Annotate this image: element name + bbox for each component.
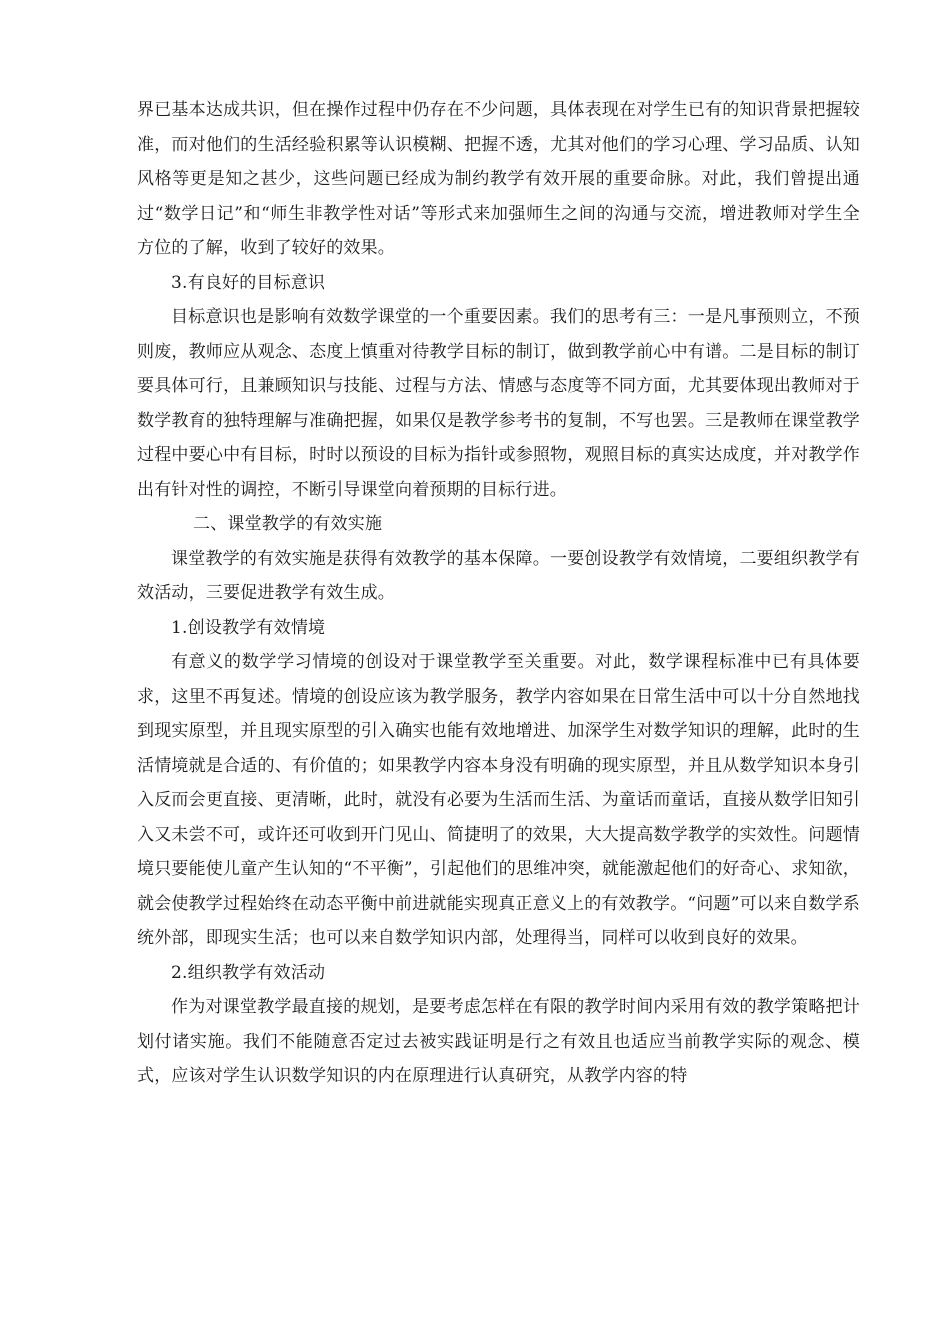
subheading-goal-awareness: 3.有良好的目标意识 (171, 272, 326, 293)
paragraph-organize-activities: 作为对课堂教学最直接的规划，是要考虑怎样在有限的教学时间内采用有效的教学策略把计划付诸实施。我们不能随意否定过去被实践证明是行之有效且也适应当前教学实际的观念、模式，应该对学生认识数学知识的内在原理进行认真研究，从教学内容的特 (137, 997, 860, 1086)
paragraph-create-situation: 有意义的数学学习情境的创设对于课堂教学至关重要。对此，数学课程标准中已有具体要求，这里不再复述。情境的创设应该为教学服务，教学内容如果在日常生活中可以十分自然地找到现实原型，并且现实原型的引入确实也能有效地增进、加深学生对数学知识的理解，此时的生活情境就是合适的、有价值的；如果教学内容本身没有明确的现实原型，并且从数学知识本身引入反而会更直接、更清晰，此时，就没有必要为生活而生活、为童话而童话，直接从数学旧知引入又未尝不可，或许还可收到开门见山、简捷明了的效果，大大提高数学教学的实效性。问题情境只要能使儿童产生认知的“不平衡”，引起他们的思维冲突，就能激起他们的好奇心、求知欲，就会使教学过程始终在动态平衡中前进就能实现真正意义上的有效教学。“问题”可以来自数学系统外部，即现实生活；也可以来自数学知识内部，处理得当，同样可以收到良好的效果。 (137, 652, 860, 948)
section-heading-effective-implementation: 二、课堂教学的有效实施 (193, 514, 383, 534)
paragraph-goal-awareness: 目标意识也是影响有效数学课堂的一个重要因素。我们的思考有三：一是凡事预则立，不预则废，教师应从观念、态度上慎重对待教学目标的制订，做到教学前心中有谱。二是目标的制订要具体可行，且兼顾知识与技能、过程与方法、情感与态度等不同方面，尤其要体现出教师对于数学教育的独特理解与准确把握，如果仅是教学参考书的复制，不写也罢。三是教师在课堂教学过程中要心中有目标，时时以预设的目标为指针或参照物，观照目标的真实达成度，并对教学作出有针对性的调控，不断引导课堂向着预期的目标行进。 (137, 307, 860, 500)
paragraph-implementation-intro: 课堂教学的有效实施是获得有效教学的基本保障。一要创设教学有效情境，二要组织教学有效活动，三要促进教学有效生成。 (137, 548, 860, 603)
subheading-organize-activities: 2.组织教学有效活动 (171, 962, 326, 983)
document-body (137, 93, 860, 1094)
paragraph-student-understanding: 界已基本达成共识，但在操作过程中仍存在不少问题，具体表现在对学生已有的知识背景把握较准，而对他们的生活经验积累等认识模糊、把握不透，尤其对他们的学习心理、学习品质、认知风格等更是知之甚少，这些问题已经成为制约教学有效开展的重要命脉。对此，我们曾提出通过“数学日记”和“师生非教学性对话”等形式来加强师生之间的沟通与交流，增进教师对学生全方位的了解，收到了较好的效果。 (137, 100, 860, 258)
subheading-create-situation: 1.创设教学有效情境 (171, 617, 326, 638)
